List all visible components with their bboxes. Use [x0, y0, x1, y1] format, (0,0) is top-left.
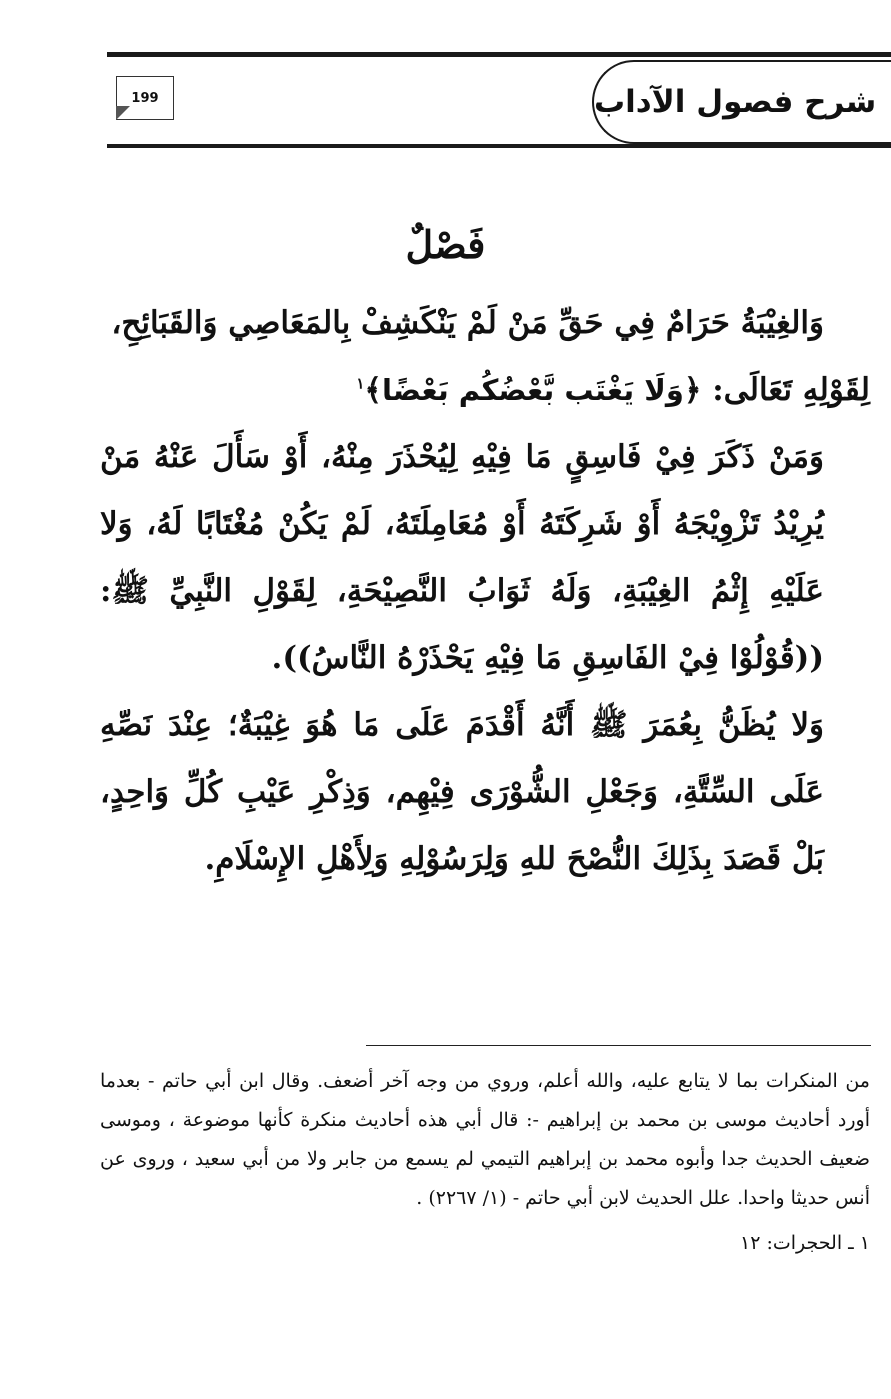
quran-verse: وَلَا يَغْتَب بَّعْضُكُم بَعْضًا — [381, 373, 684, 407]
quran-open-bracket: ﴿ — [683, 373, 702, 408]
running-header — [592, 60, 891, 144]
quran-intro: لِقَوْلِهِ تَعَالَى: — [712, 372, 870, 408]
page-number: 199 — [131, 90, 159, 106]
footnotes — [100, 1062, 870, 1263]
section-heading: فَصْلٌ — [405, 222, 486, 267]
paragraph-2: وَمَنْ ذَكَرَ فِيْ فَاسِقٍ مَا فِيْهِ لِيُحْذَرَ مِنْهُ، أَوْ سَأَلَ عَنْهُ مَنْ يُرِيْدُ تَزْوِيْجَهُ أَوْ شَرِكَتَهُ أَوْ مُعَامِلَتَهُ، لَمْ يَكُنْ مُغْتَابًا لَهُ، وَلا عَلَيْهِ إِثْمُ الغِيْبَةِ، وَلَهُ ثَوَابُ النَّصِيْحَةِ، لِقَوْلِ النَّبِيِّ ﷺ: ((قُوْلُوْا فِيْ الفَاسِقِ مَا فِيْهِ يَحْذَرْهُ النَّاسُ)). — [100, 439, 824, 676]
footnote-mark: ١ — [356, 374, 365, 393]
header-bottom-rule — [107, 144, 891, 148]
footnote-separator — [366, 1045, 871, 1046]
footnote-1: ١ ـ الحجرات: ١٢ — [740, 1232, 870, 1254]
header-top-rule — [107, 52, 891, 57]
quran-close-bracket: ﴾ — [364, 373, 382, 408]
footnote-continuation: من المنكرات بما لا يتابع عليه، والله أعلم، وروي من وجه آخر أضعف. وقال ابن أبي حاتم - بعدما أورد أحاديث موسى بن محمد بن إبراهيم -: قال أبي هذه أحاديث منكرة كأنها موضوعة ، وموسى ضعيف الحديث جدا وأبوه محمد بن إبراهيم التيمي لم يسمع من جابر ولا من أبي سعيد ، وروى عن أنس حديثا واحدا. علل الحديث لابن أبي حاتم - (١/ ٢٢٦٧) . — [100, 1070, 870, 1209]
paragraph-1 — [100, 290, 870, 357]
page-corner-fold-icon — [116, 106, 130, 120]
paragraph-1-continued — [100, 357, 870, 424]
main-text — [100, 290, 870, 893]
paragraph-3: وَلا يُظَنُّ بِعُمَرَ ﷺ أَنَّهُ أَقْدَمَ عَلَى مَا هُوَ غِيْبَةٌ؛ عِنْدَ نَصِّهِ عَلَى السِّتَّةِ، وَجَعْلِ الشُّوْرَى فِيْهِم، وَذِكْرِ عَيْبِ كُلِّ وَاحِدٍ، بَلْ قَصَدَ بِذَلِكَ النُّصْحَ للهِ وَلِرَسُوْلِهِ وَلِأَهْلِ الإِسْلَامِ. — [100, 707, 824, 877]
book-title: شرح فصول الآداب — [594, 84, 877, 120]
paragraph-1-line-1: وَالغِيْبَةُ حَرَامٌ فِي حَقِّ مَنْ لَمْ يَنْكَشِفْ بِالمَعَاصِي وَالقَبَائِحِ، — [111, 305, 824, 341]
